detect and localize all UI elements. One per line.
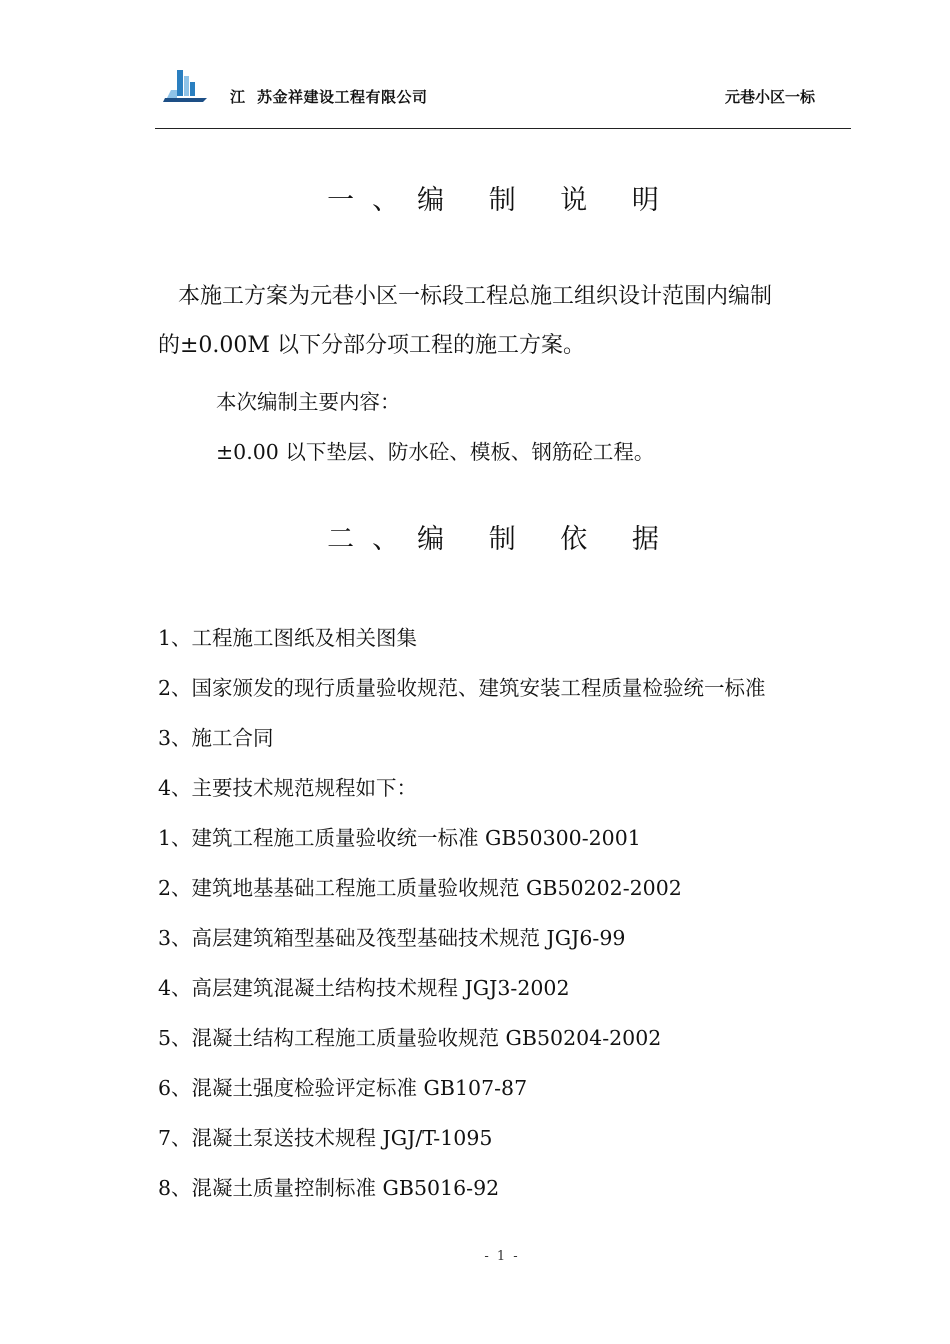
list-item: 1、建筑工程施工质量验收统一标准 GB50300-2001 <box>158 826 641 850</box>
list-item: 7、混凝土泵送技术规程 JGJ/T-1095 <box>158 1126 493 1150</box>
list-item: 4、高层建筑混凝土结构技术规程 JGJ3-2002 <box>158 976 570 1000</box>
list-item: 8、混凝土质量控制标准 GB5016-92 <box>158 1176 500 1200</box>
paragraph-line: 的±0.00M 以下分部分项工程的施工方案。 <box>158 333 585 358</box>
list-item: 1、工程施工图纸及相关图集 <box>158 626 418 650</box>
list-item: 4、主要技术规范规程如下： <box>158 776 418 800</box>
list-item: 6、混凝土强度检验评定标准 GB107-87 <box>158 1076 528 1100</box>
list-item: 2、国家颁发的现行质量验收规范、建筑安装工程质量检验统一标准 <box>158 676 766 700</box>
list-item: 2、建筑地基基础工程施工质量验收规范 GB50202-2002 <box>158 876 682 900</box>
company-logo-icon <box>163 68 209 102</box>
page-number: - 1 - <box>484 1249 520 1264</box>
page-header <box>155 60 851 129</box>
paragraph-line: ±0.00 以下垫层、防水砼、模板、钢筋砼工程。 <box>216 440 655 464</box>
list-item: 5、混凝土结构工程施工质量验收规范 GB50204-2002 <box>158 1026 662 1050</box>
paragraph-line: 本施工方案为元巷小区一标段工程总施工组织设计范围内编制 <box>178 284 773 309</box>
paragraph-line: 本次编制主要内容： <box>216 390 401 414</box>
list-item: 3、高层建筑箱型基础及筏型基础技术规范 JGJ6-99 <box>158 926 626 950</box>
section-title-basis: 二、编 制 依 据 <box>327 524 677 555</box>
company-name: 江 苏金祥建设工程有限公司 <box>230 88 428 106</box>
project-name: 元巷小区一标 <box>724 88 815 106</box>
section-title-description: 一、编 制 说 明 <box>327 185 677 216</box>
list-item: 3、施工合同 <box>158 726 274 750</box>
